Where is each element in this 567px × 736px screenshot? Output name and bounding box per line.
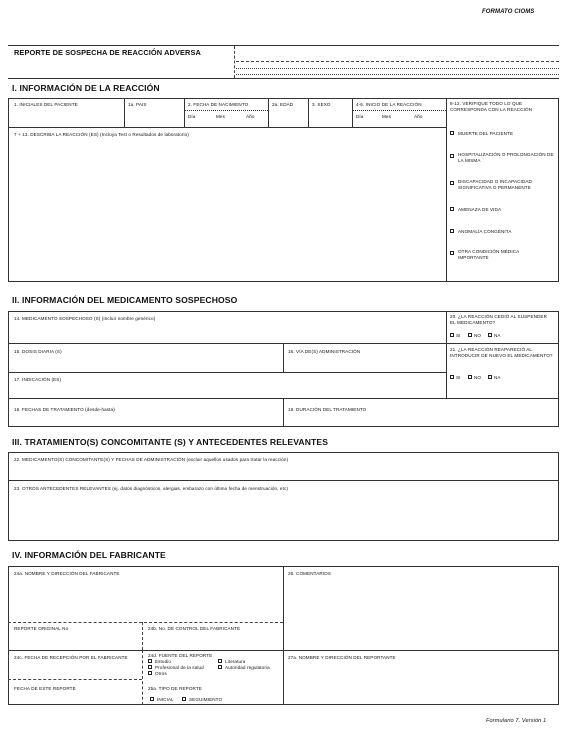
s1-row-rule <box>8 127 446 128</box>
form-code: FORMATO CIOMS <box>482 9 535 15</box>
option-profesional: Profesional de la salud <box>155 665 204 670</box>
checkbox-muerte[interactable] <box>450 131 454 135</box>
field-15-dosis: 15. DOSIS DIARIA (S) <box>14 349 62 354</box>
field-18-fechas: 18. FECHAS DE TRATAMIENTO (desde-hasta) <box>14 407 115 412</box>
checkbox-amenaza[interactable] <box>450 207 454 211</box>
checkbox-anomalia[interactable] <box>450 229 454 233</box>
label-20-si: SI <box>456 333 461 338</box>
checkbox-inicial[interactable] <box>150 697 154 701</box>
checkbox-21-no[interactable] <box>468 375 472 379</box>
field-3-sexo: 3. SEXO <box>312 102 331 107</box>
option-discapacidad: DISCAPACIDAD O INCAPACIDAD SIGNIFICATIVA O PERMANENTE <box>458 179 532 190</box>
checkbox-otra[interactable] <box>450 251 454 255</box>
s1-col-2 <box>184 98 185 127</box>
option-seguimiento: SEGUIMIENTO <box>189 697 223 702</box>
field-24a-fabricante: 24a. NOMBRE Y DIRECCIÓN DEL FABRICANTE <box>14 571 120 576</box>
s1-col-3 <box>268 98 269 127</box>
checkbox-20-si[interactable] <box>450 333 454 337</box>
field-2-nacimiento: 2. FECHA DE NACIMIENTO <box>188 102 249 107</box>
field-7-13-describe: 7 + 13. DESCRIBA LA REACCIÓN (ES) (Incluya Test o Resultados de laboratorio) <box>14 132 189 137</box>
field-4-inicio: 4-6. INICIO DE LA REACCIÓN <box>356 102 422 107</box>
field-23-antecedentes: 23. OTROS ANTECEDENTES RELEVANTES (ej. datos diagnósticos, alergias, embarazo con última fecha de menstruación, etc) <box>14 486 288 491</box>
option-amenaza: AMENAZA DE VIDA <box>458 207 502 212</box>
field-1-initials: 1. INICIALES DEL PACIENTE <box>14 102 78 107</box>
field-20-cedio: 20. ¿LA REACCIÓN CEDIÓ AL SUSPENDER EL MEDICAMENTO? <box>450 314 548 325</box>
s3-row-1 <box>8 480 559 481</box>
checkbox-21-si[interactable] <box>450 375 454 379</box>
field-17-indicacion: 17. INDICACIÓN (ES) <box>14 377 62 382</box>
s4-dash-2 <box>142 650 143 705</box>
option-muerte: MUERTE DEL PACIENTE <box>458 131 514 136</box>
field-16-via: 16. VÍA DE(S) ADMINISTRACIÓN <box>288 349 361 354</box>
title-bottom-rule <box>8 78 559 79</box>
checkbox-seguimiento[interactable] <box>182 697 186 701</box>
option-autoridad: Autoridad regulatoria <box>225 665 270 670</box>
option-hospitalizacion: HOSPITALIZACIÓN O PROLONGACIÓN DE LA MISMA <box>458 152 554 163</box>
field-25a-tipo: 25a. TIPO DE REPORTE <box>148 686 202 691</box>
s4-dash-1 <box>142 622 143 650</box>
field-8-12-label: 8-12. VERIFIQUE TODO LO QUE CORRESPONDA CON LA REACCIÓN <box>450 101 533 112</box>
s4-mid-divider <box>283 566 284 705</box>
field-21-reaparecio: 21. ¿LA REACCIÓN REAPARECIÓ AL INTRODUCIR DE NUEVO EL MEDICAMENTO? <box>450 347 553 358</box>
checkbox-autoridad[interactable] <box>218 665 222 669</box>
field-fecha-reporte: FECHA DE ESTE REPORTE <box>14 686 76 691</box>
s1-date-rule-1 <box>184 110 268 111</box>
field-2-ano: Año <box>246 114 255 119</box>
checkbox-otros[interactable] <box>148 671 152 675</box>
title-top-rule <box>8 45 559 46</box>
field-reporte-original: REPORTE ORIGINAL No <box>14 626 69 631</box>
s1-col-4 <box>308 98 309 127</box>
option-inicial: INICIAL <box>157 697 174 702</box>
field-24d-fuente: 24d. FUENTE DEL REPORTE <box>148 653 213 658</box>
checkbox-21-na[interactable] <box>488 375 492 379</box>
s4-row-1 <box>8 650 559 651</box>
label-21-no: NO <box>474 375 482 380</box>
checkbox-20-no[interactable] <box>468 333 472 337</box>
section4-title: IV. INFORMACIÓN DEL FABRICANTE <box>12 550 166 560</box>
checkbox-literatura[interactable] <box>218 659 222 663</box>
s1-col-1 <box>124 98 125 127</box>
field-24c-recepcion: 24c. FECHA DE RECEPCIÓN POR EL FABRICANTE <box>14 655 128 660</box>
option-otros: Otros <box>155 671 167 676</box>
field-24b-control: 24b. No. DE CONTROL DEL FABRICANTE <box>148 626 241 631</box>
label-20-na: NA <box>494 333 501 338</box>
s4-dash-3 <box>8 622 283 623</box>
label-21-na: NA <box>494 375 501 380</box>
option-literatura: Literatura <box>225 659 246 664</box>
checkbox-discapacidad[interactable] <box>450 181 454 185</box>
option-otra: OTRA CONDICIÓN MÉDICA IMPORTANTE <box>458 249 520 260</box>
title-divider <box>234 46 235 78</box>
field-26-comentarios: 26. COMENTARIOS <box>288 571 332 576</box>
field-2-mes: Mes <box>216 114 225 119</box>
field-19-duracion: 19. DURACIÓN DEL TRATAMIENTO <box>288 407 367 412</box>
title-id-field[interactable] <box>236 68 559 75</box>
option-estudio: Estudio <box>155 659 172 664</box>
label-20-no: NO <box>474 333 482 338</box>
section1-title: I. INFORMACIÓN DE LA REACCIÓN <box>12 83 160 93</box>
section3-title: III. TRATAMIENTO(S) CONCOMITANTE (S) Y ANTECEDENTES RELEVANTES <box>12 437 329 447</box>
title-dash-1 <box>236 61 559 62</box>
field-14-medicamento: 14. MEDICAMENTO SOSPECHOSO (S) (Incluir nombre genérico) <box>14 316 156 321</box>
section3-box <box>8 452 559 541</box>
field-4-mes: Mes <box>382 114 391 119</box>
field-22-concomitantes: 22. MEDICAMENTO(S) CONCOMITANTE(S) Y FECHAS DE ADMINISTRACIÓN (excluir aquellos usados para tratar la reacción) <box>14 457 289 462</box>
field-27a-reportante: 27a. NOMBRE Y DIRECCIÓN DEL REPORTANTE <box>288 655 396 660</box>
section2-title: II. INFORMACIÓN DEL MEDICAMENTO SOSPECHOSO <box>12 295 238 305</box>
checkbox-20-na[interactable] <box>488 333 492 337</box>
checkbox-estudio[interactable] <box>148 659 152 663</box>
checkbox-hospitalizacion[interactable] <box>450 154 454 158</box>
s2-right-divider <box>446 311 447 398</box>
field-2-dia: Día <box>188 114 196 119</box>
field-4-dia: Día <box>356 114 364 119</box>
checkbox-profesional[interactable] <box>148 665 152 669</box>
s2-row-2 <box>8 372 446 373</box>
s2-col-1 <box>283 343 284 372</box>
s2-col-2 <box>283 398 284 427</box>
s1-right-divider <box>446 98 447 282</box>
field-1a-pais: 1a. PAIS <box>128 102 147 107</box>
field-2a-edad: 2a. EDAD <box>272 102 294 107</box>
field-4-ano: Año <box>414 114 423 119</box>
report-title: REPORTE DE SOSPECHA DE REACCIÓN ADVERSA <box>14 48 201 57</box>
s1-col-5 <box>352 98 353 127</box>
s4-dash-4 <box>8 679 142 680</box>
s1-date-rule-2 <box>352 110 446 111</box>
option-anomalia: ANOMALÍA CONGÉNITA <box>458 229 512 234</box>
footer-version: Formulario 7. Versión 1 <box>486 718 547 724</box>
label-21-si: SI <box>456 375 461 380</box>
